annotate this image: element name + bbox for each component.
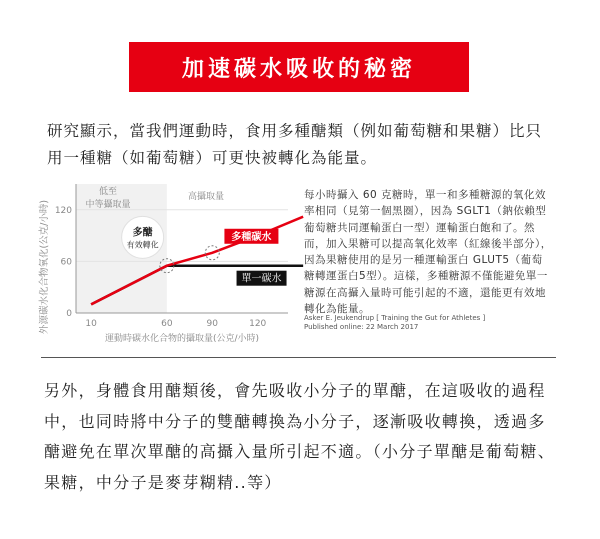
y-tick-label: 120 <box>54 205 72 216</box>
callout-subtitle: 有效轉化 <box>126 240 159 250</box>
citation-date: Published online: 22 March 2017 <box>304 323 419 331</box>
carb-oxidation-chart <box>38 182 298 352</box>
absorption-paragraph: 另外，身體食用醣類後，會先吸收小分子的單醣，在這吸收的過程中，也同時將中分子的雙醣轉換為小分子，逐漸吸收轉換，透過多醣避免在單次單醣的高攝入量所引起不適。（小分子單醣是葡萄糖、果糖，中分子是麥芽糊精..等） <box>44 381 556 492</box>
x-tick-label: 120 <box>249 319 267 329</box>
chart-x-axis-label: 運動時碳水化合物的攝取量(公克/小時) <box>104 334 260 344</box>
section-title-banner <box>129 42 469 92</box>
citation-source: Asker E. Jeukendrup [ Training the Gut for Athletes ] <box>304 314 486 322</box>
citation <box>304 314 552 332</box>
section-title: 加速碳水吸收的秘密 <box>181 56 416 82</box>
multi-carb-label: 多種碳水 <box>231 231 272 243</box>
intro-paragraph: 研究顯示，當我們運動時，食用多種醣類（例如葡萄糖和果糖）比只用一種糖（如葡萄糖）可更快被轉化為能量。 <box>47 122 543 167</box>
chart-description: 每小時攝入 60 克糖時，單一和多種糖源的氧化效率相同（見第一個黑圈），因為 SGLT1（鈉依賴型葡萄糖共同運輸蛋白一型）運輸蛋白飽和了。然而，加入果糖可以提高氧化效率（紅線後半部分），因為果糖使用的是另一種運輸蛋白 GLUT5（葡萄糖轉運蛋白5型）。這樣，多種糖源不僅能避免單一糖源在高攝入量時可能引起的不適，還能更有效地轉化為能量。 <box>304 189 552 316</box>
y-tick-label: 60 <box>60 257 72 268</box>
single-carb-label: 單一碳水 <box>241 273 282 285</box>
x-tick-label: 60 <box>161 319 173 329</box>
callout-title: 多醣 <box>132 227 153 239</box>
x-tick-label: 10 <box>85 319 97 329</box>
region-label-low: 低至 <box>98 187 118 197</box>
region-label-low: 中等攝取量 <box>85 200 131 210</box>
region-label-high: 高攝取量 <box>187 192 225 202</box>
chart-y-axis-label: 外源碳水化合物氧化(公克/小時) <box>39 199 50 335</box>
chart-svg <box>38 182 298 352</box>
x-tick-label: 90 <box>206 319 219 329</box>
section-divider <box>41 357 556 358</box>
y-tick-label: 0 <box>66 309 72 319</box>
